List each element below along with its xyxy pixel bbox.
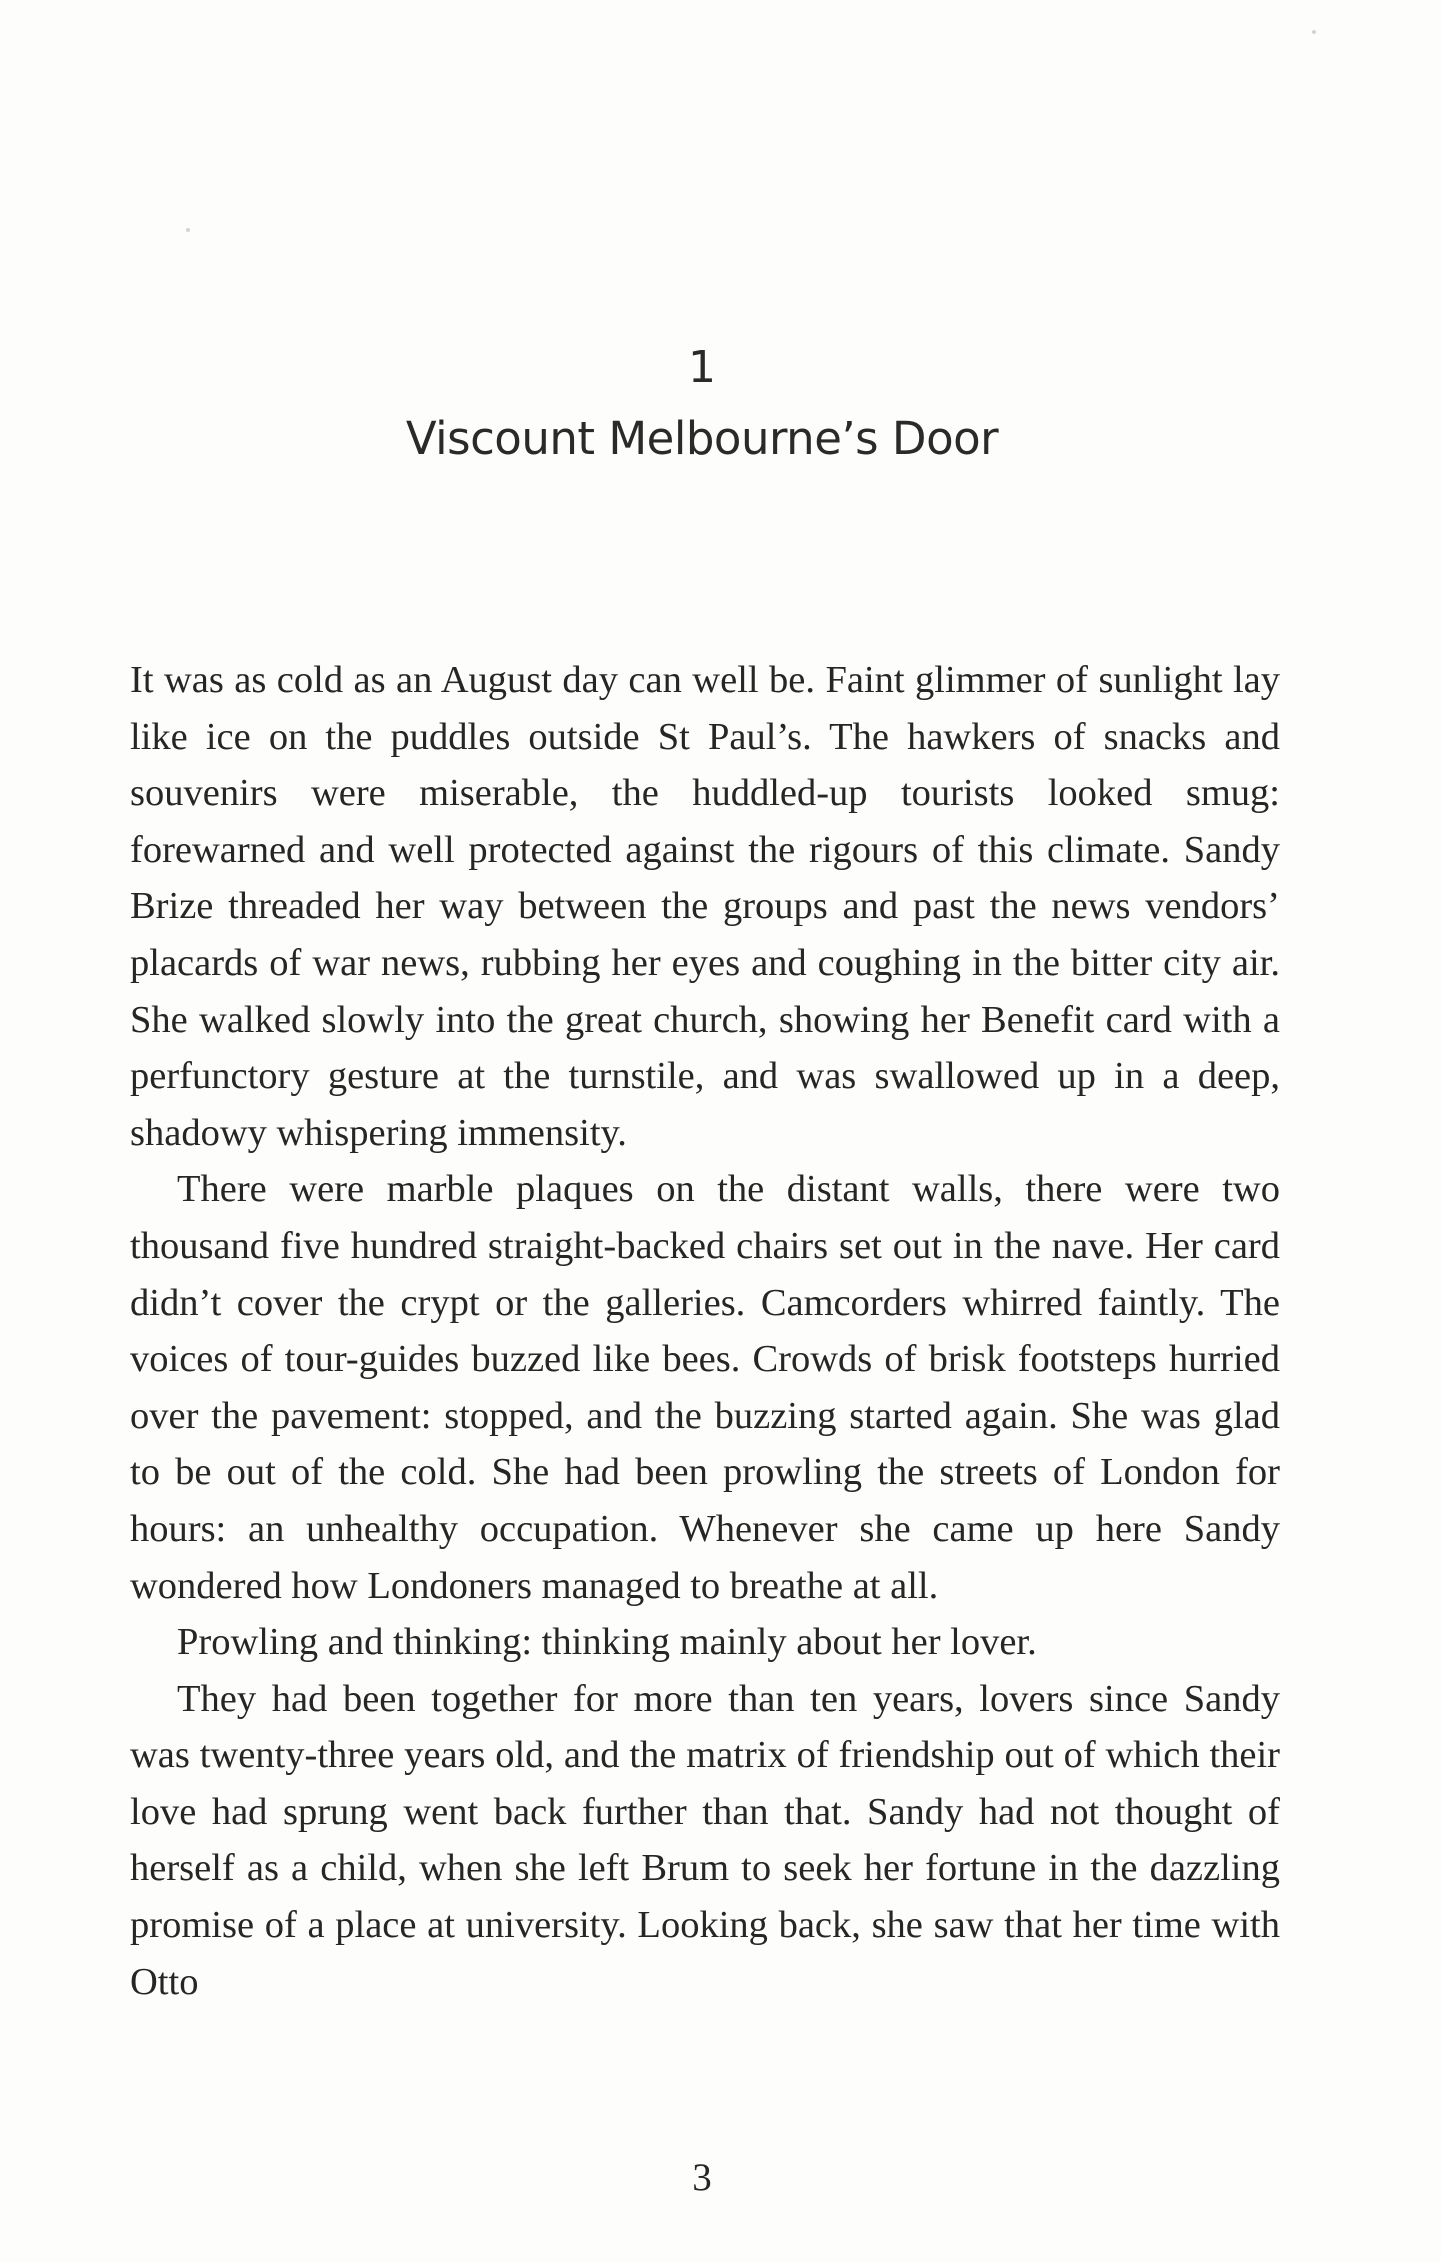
page-number: 3	[692, 2156, 712, 2199]
paragraph: They had been together for more than ten years, lovers since Sandy was twenty-three years old, and the matrix of friendship out of which their love had sprung went back further than that. Sandy had not thought of herself as a child, when she left Brum to seek her fortune in the dazzling promise of a place at university. Looking back, she saw that her time with Otto	[130, 1677, 1280, 2003]
chapter-number: 1	[688, 342, 716, 393]
paragraph: Prowling and thinking: thinking mainly about her lover.	[177, 1621, 1037, 1664]
chapter-title: Viscount Melbourne’s Door	[405, 412, 999, 465]
paper-speck	[186, 228, 190, 232]
paper-speck	[1312, 30, 1316, 34]
chapter-body	[130, 652, 1280, 2010]
paragraph: There were marble plaques on the distant walls, there were two thousand five hundred straight-backed chairs set out in the nave. Her card didn’t cover the crypt or the galleries. Camcorders whirred faintly. The voices of tour-guides buzzed like bees. Crowds of brisk footsteps hurried over the pavement: stopped, and the buzzing started again. She was glad to be out of the cold. She had been prowling the streets of London for hours: an unhealthy occupation. Whenever she came up here Sandy wondered how Londoners managed to breathe at all.	[130, 1168, 1280, 1607]
paragraph: It was as cold as an August day can well be. Faint glimmer of sunlight lay like ice on the puddles outside St Paul’s. The hawkers of snacks and souvenirs were miserable, the huddled-up tourists looked smug: forewarned and well protected against the rigours of this climate. Sandy Brize threaded her way between the groups and past the news vendors’ placards of war news, rubbing her eyes and coughing in the bitter city air. She walked slowly into the great church, showing her Benefit card with a perfunctory gesture at the turnstile, and was swallowed up in a deep, shadowy whispering immensity.	[130, 659, 1280, 1154]
